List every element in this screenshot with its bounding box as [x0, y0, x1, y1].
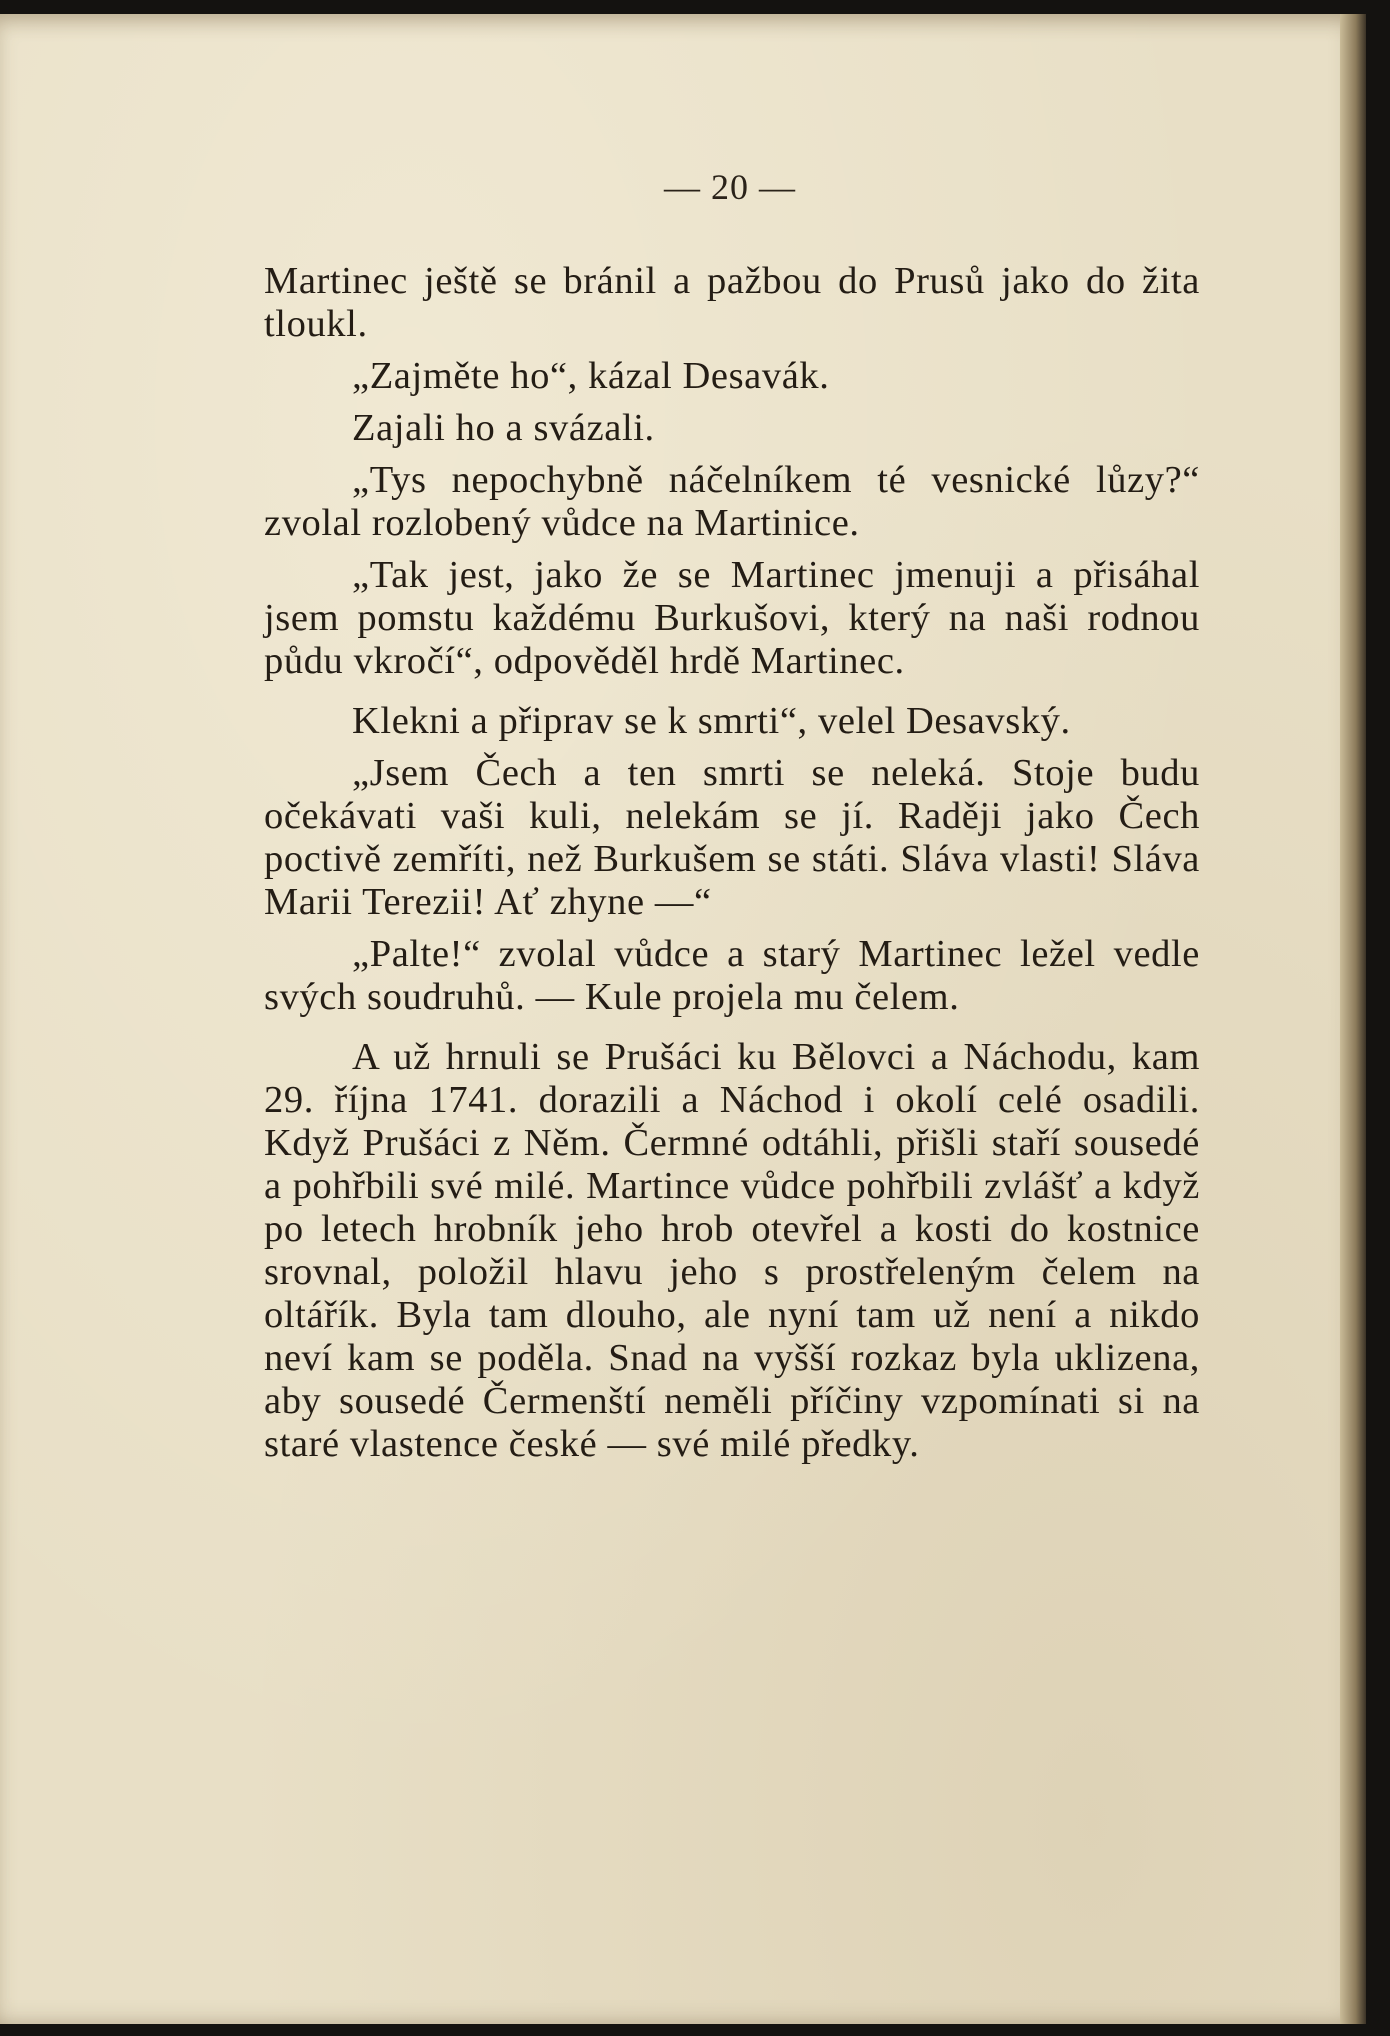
paragraph-1: Martinec ještě se bránil a pažbou do Prusů jako do žita tloukl.	[264, 260, 1200, 345]
paragraph-9: A už hrnuli se Prušáci ku Bělovci a Náchodu, kam 29. října 1741. dorazili a Náchod i okolí celé osadili. Když Prušáci z Něm. Čermné odtáhli, přišli staří sousedé a pohřbili své milé. Martince vůdce pohřbili zvlášť a když po letech hrobník jeho hrob otevřel a kosti do kostnice srovnal, položil hlavu jeho s prostřeleným čelem na oltářík. Byla tam dlouho, ale nyní tam už není a nikdo neví kam se poděla. Snad na vyšší rozkaz byla uklizena, aby sousedé Čermenští neměli příčiny vzpomínati si na staré vlastence české — své milé předky.	[264, 1036, 1200, 1465]
page-text	[264, 260, 1200, 1475]
book-spine-shadow	[1340, 14, 1366, 2024]
page-number: — 20 —	[664, 167, 796, 207]
book-page	[0, 14, 1366, 2024]
paragraph-4: „Tys nepochybně náčelníkem té vesnické lůzy?“ zvolal rozlobený vůdce na Martinice.	[264, 459, 1200, 544]
paragraph-7: „Jsem Čech a ten smrti se neleká. Stoje budu očekávati vaši kuli, nelekám se jí. Raději jako Čech poctivě zemříti, než Burkušem se státi. Sláva vlasti! Sláva Marii Terezii! Ať zhyne —“	[264, 752, 1200, 923]
paragraph-8: „Palte!“ zvolal vůdce a starý Martinec ležel vedle svých soudruhů. — Kule projela mu čelem.	[264, 933, 1200, 1018]
paragraph-3: Zajali ho a svázali.	[352, 407, 655, 449]
paragraph-6: Klekni a připrav se k smrti“, velel Desavský.	[352, 700, 1071, 742]
paragraph-5: „Tak jest, jako že se Martinec jmenuji a přisáhal jsem pomstu každému Burkušovi, který na naši rodnou půdu vkročí“, odpověděl hrdě Martinec.	[264, 554, 1200, 682]
paragraph-2: „Zajměte ho“, kázal Desavák.	[352, 355, 830, 397]
